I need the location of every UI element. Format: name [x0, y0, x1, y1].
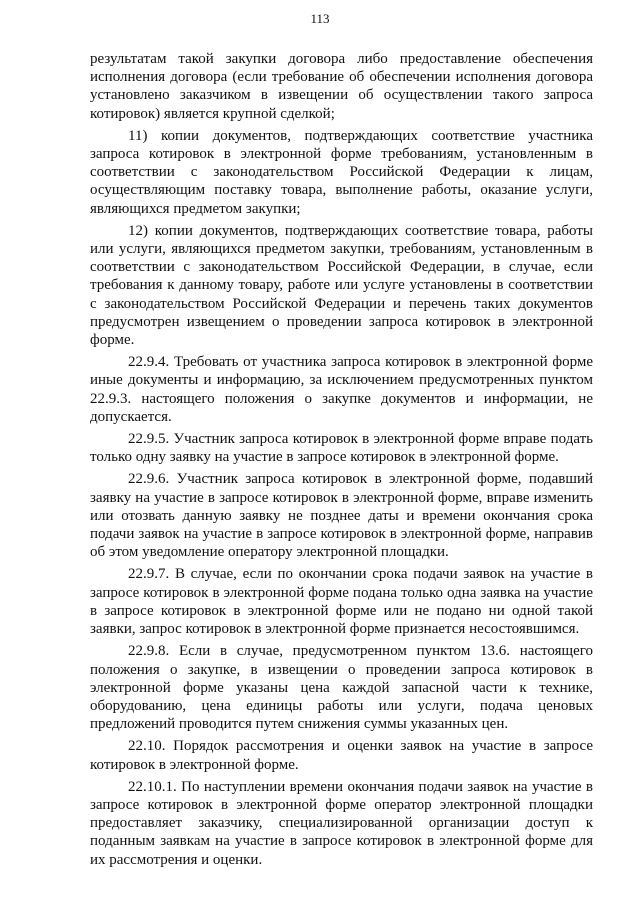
paragraph-22-9-8: 22.9.8. Если в случае, предусмотренном пунктом 13.6. настоящего положения о закупке, в извещении о проведении запроса котировок в электронной форме указаны цена каждой запасной части к технике, оборудованию, цена единицы работы или услуги, подача ценовых предложений проводится путем снижения суммы указанных цен.: [90, 643, 593, 733]
document-body: [90, 50, 593, 873]
paragraph-item-11: 11) копии документов, подтверждающих соответствие участника запроса котировок в электронной форме требованиям, установленным в соответствии с законодательством Российской Федерации к лицам, осуществляющим поставку товара, выполнение работы, оказание услуги, являющихся предметом закупки;: [90, 127, 593, 217]
paragraph-item-12: 12) копии документов, подтверждающих соответствие товара, работы или услуги, являющихся предметом закупки, требованиям, установленным в соответствии с законодательством Российской Федерации, в случае, если требования к данному товару, работе или услуге установлены в соответствии с законодательством Российской Федерации и перечень таких документов предусмотрен извещением о проведении запроса котировок в электронной форме.: [90, 222, 593, 349]
paragraph-22-10-1: 22.10.1. По наступлении времени окончания подачи заявок на участие в запросе котировок в электронной форме оператор электронной площадки предоставляет заказчику, специализированной организации доступ к поданным заявкам на участие в запросе котировок в электронной форме для их рассмотрения и оценки.: [90, 778, 593, 868]
paragraph-22-9-5: 22.9.5. Участник запроса котировок в электронной форме вправе подать только одну заявку на участие в запросе котировок в электронной форме.: [90, 431, 593, 466]
paragraph-22-9-7: 22.9.7. В случае, если по окончании срока подачи заявок на участие в запросе котировок в электронной форме подана только одна заявка на участие в запросе котировок в электронной форме или не подано ни одной такой заявки, запрос котировок в электронной форме признается несостоявшимся.: [90, 566, 593, 638]
paragraph-22-10: 22.10. Порядок рассмотрения и оценки заявок на участие в запросе котировок в электронной форме.: [90, 738, 593, 773]
paragraph-22-9-6: 22.9.6. Участник запроса котировок в электронной форме, подавший заявку на участие в запросе котировок в электронной форме, вправе изменить или отозвать данную заявку не позднее даты и времени окончания срока подачи заявок на участие в запросе котировок в электронной форме, направив об этом уведомление оператору электронной площадки.: [90, 471, 593, 561]
paragraph-continuation: результатам такой закупки договора либо предоставление обеспечения исполнения договора (если требование об обеспечении исполнения договора установлено заказчиком в извещении об осуществлении такого запроса котировок) является крупной сделкой;: [90, 51, 593, 122]
paragraph-22-9-4: 22.9.4. Требовать от участника запроса котировок в электронной форме иные документы и информацию, за исключением предусмотренных пунктом 22.9.3. настоящего положения о закупке документов и информации, не допускается.: [90, 354, 593, 425]
page-number: 113: [310, 11, 330, 26]
